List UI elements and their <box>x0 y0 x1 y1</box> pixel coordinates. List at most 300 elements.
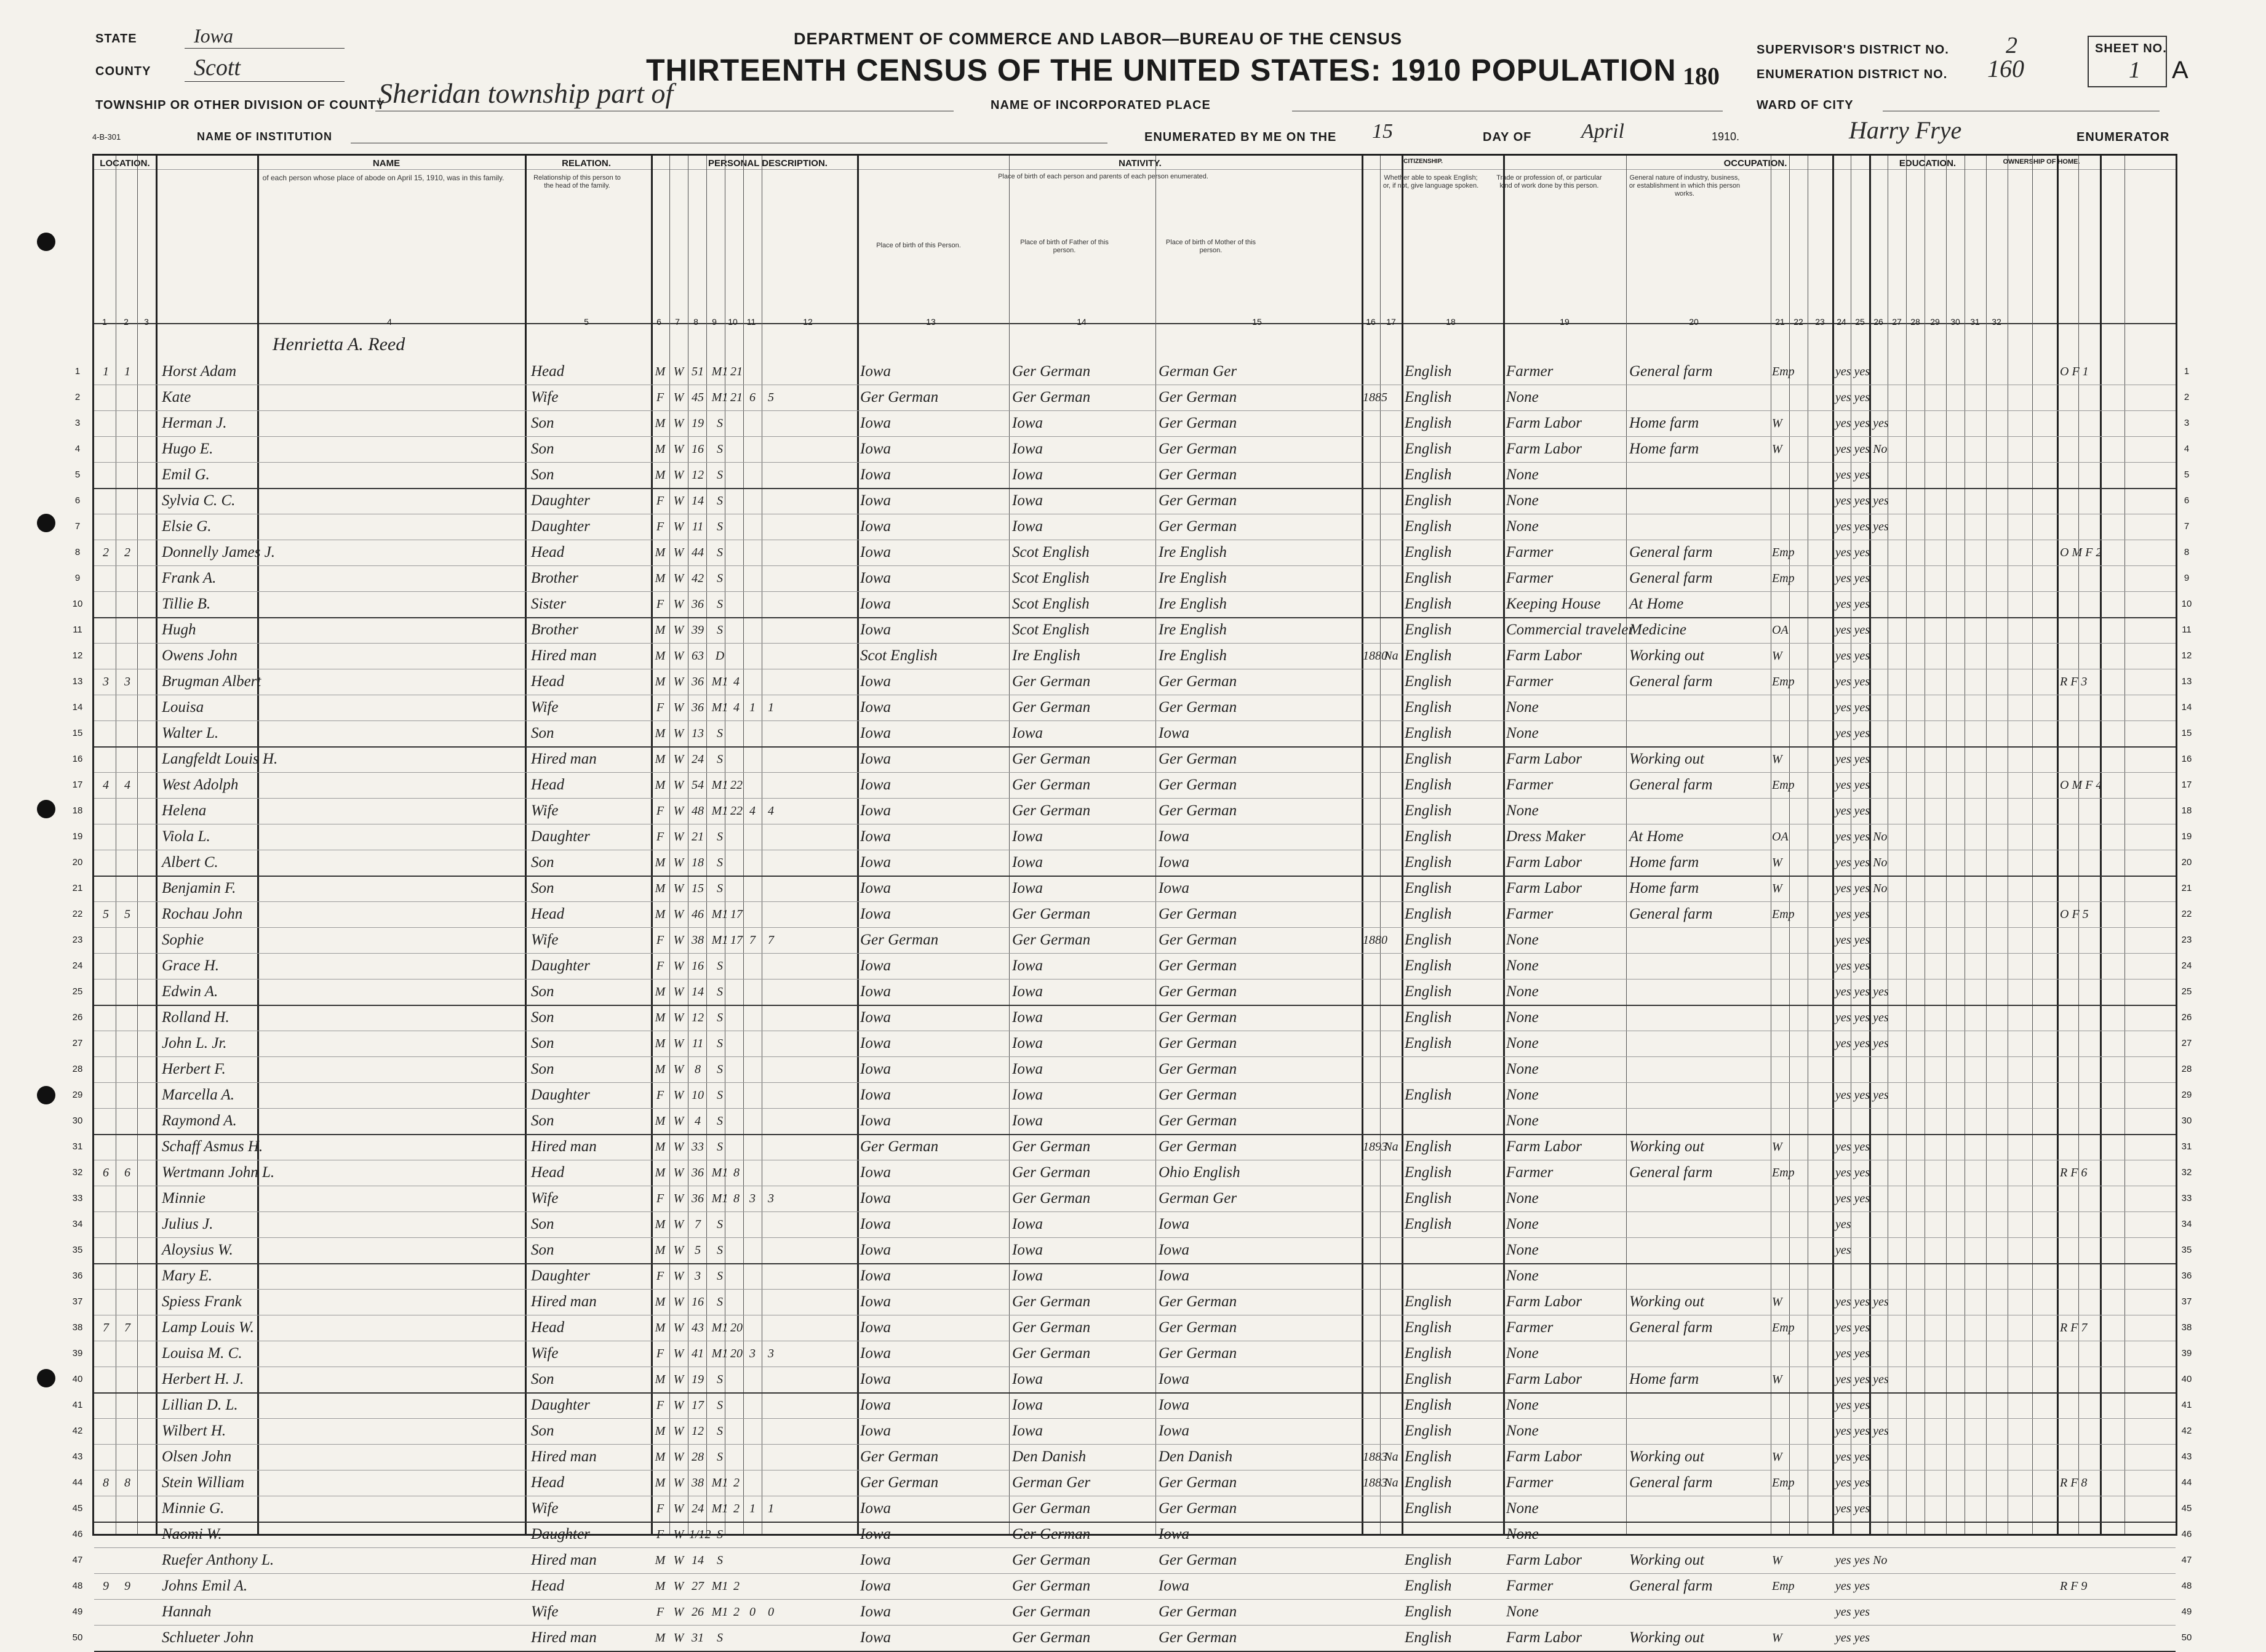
education: yes yes <box>1835 701 1870 714</box>
dwelling-number <box>97 981 114 1002</box>
family-number <box>119 1111 136 1131</box>
industry <box>1629 1188 1771 1209</box>
family-number <box>119 956 136 976</box>
birthplace-person: Iowa <box>860 1397 891 1413</box>
birthplace-person: Iowa <box>860 466 891 483</box>
birthplace-mother: Ger German <box>1159 1112 1237 1129</box>
line-number: 21 <box>72 883 83 893</box>
naturalization <box>1382 1059 1400 1080</box>
column-number: 6 <box>656 317 661 327</box>
birthplace-person: Iowa <box>860 1423 891 1439</box>
employment-class: W <box>1772 882 1782 895</box>
years-married <box>730 852 743 873</box>
column-divider <box>857 156 859 1534</box>
relation: Hired man <box>531 1629 597 1646</box>
occupation: None <box>1506 957 1539 974</box>
age: 27 <box>692 1579 704 1593</box>
relation: Head <box>531 1164 565 1181</box>
sex: M <box>655 856 666 869</box>
row-divider <box>94 1134 2176 1135</box>
marital-status: S <box>717 1528 723 1541</box>
birthplace-father: Iowa <box>1012 1267 1043 1284</box>
birthplace-person: Iowa <box>860 596 891 612</box>
children-born <box>744 542 760 563</box>
language: English <box>1405 802 1452 819</box>
immigration-year <box>1363 1576 1381 1597</box>
sex: M <box>655 1373 666 1386</box>
birthplace-father: Ger German <box>1012 363 1091 380</box>
line-number: 28 <box>72 1064 83 1074</box>
children-born <box>744 981 760 1002</box>
line-number: 11 <box>73 624 82 635</box>
age: 54 <box>692 778 704 792</box>
line-number: 11 <box>2182 624 2192 635</box>
education: yes yes yes <box>1835 985 1889 999</box>
person-name: Raymond A. <box>162 1112 237 1129</box>
line-number: 48 <box>2181 1581 2192 1591</box>
industry <box>1629 930 1771 951</box>
immigration-year <box>1363 1369 1381 1390</box>
birthplace-father: Iowa <box>1012 725 1043 741</box>
employment-class <box>1772 594 1809 615</box>
children-living <box>763 1266 779 1287</box>
children-born <box>744 645 760 666</box>
line-number: 44 <box>72 1477 83 1488</box>
birthplace-father: Iowa <box>1012 854 1043 871</box>
race: W <box>673 727 684 740</box>
race: W <box>673 1528 684 1541</box>
sex: M <box>655 1295 666 1309</box>
birthplace-father: Ger German <box>1012 1293 1091 1310</box>
children-born <box>744 1317 760 1338</box>
education: yes yes <box>1835 1605 1870 1619</box>
birthplace-person: Iowa <box>860 1242 891 1258</box>
language-label: Whether able to speak English; or, if not, give language spoken. <box>1382 174 1479 190</box>
race: W <box>673 442 684 456</box>
dwelling-number: 3 <box>103 675 109 688</box>
immigration-year <box>1363 1240 1381 1261</box>
children-living: 3 <box>768 1347 774 1360</box>
immigration-year: 1880 <box>1363 933 1387 947</box>
occupation: Farm Labor <box>1506 441 1582 457</box>
birthplace-mother: Ger German <box>1159 1319 1237 1336</box>
birthplace-mother: Iowa <box>1159 1371 1189 1387</box>
marital-status: S <box>717 1218 723 1231</box>
birthplace-father: Scot English <box>1012 596 1090 612</box>
language <box>1405 1266 1503 1287</box>
age: 13 <box>692 727 704 740</box>
relation: Wife <box>531 699 559 716</box>
relation: Daughter <box>531 1397 590 1413</box>
family-number <box>119 465 136 485</box>
industry: Home farm <box>1629 1371 1699 1387</box>
home-ownership: O M F 4 <box>2060 778 2102 792</box>
home-ownership <box>2060 387 2134 408</box>
person-name: Stein William <box>162 1474 245 1491</box>
naturalization <box>1382 1266 1400 1287</box>
relation: Head <box>531 776 565 793</box>
occupation: Farmer <box>1506 776 1554 793</box>
line-number: 13 <box>2181 676 2192 687</box>
immigration-year: 1883 <box>1363 1450 1387 1464</box>
dwelling-number <box>97 1627 114 1648</box>
enumerated-year: 1910. <box>1712 130 1740 143</box>
age: 16 <box>692 1295 704 1309</box>
employment-class: OA <box>1772 623 1789 637</box>
birthplace-mother: Iowa <box>1159 1242 1189 1258</box>
language: English <box>1405 1500 1452 1517</box>
birthplace-person: Iowa <box>860 1293 891 1310</box>
industry: General farm <box>1629 1164 1713 1181</box>
row-divider <box>94 876 2176 877</box>
education: yes yes <box>1835 1321 1870 1335</box>
age: 16 <box>692 959 704 973</box>
race: W <box>673 778 684 792</box>
home-ownership <box>2060 1291 2134 1312</box>
binder-hole <box>37 800 55 818</box>
employment-class: W <box>1772 649 1782 663</box>
column-divider <box>1402 156 1403 1534</box>
race: W <box>673 1321 684 1335</box>
industry: Working out <box>1629 1293 1704 1310</box>
birthplace-mother: Ire English <box>1159 621 1227 638</box>
home-ownership <box>2060 800 2134 821</box>
home-ownership <box>2060 594 2134 615</box>
occupation: None <box>1506 389 1539 405</box>
naturalization <box>1382 1188 1400 1209</box>
language: English <box>1405 596 1452 612</box>
dwelling-number <box>97 956 114 976</box>
children-living <box>763 465 779 485</box>
person-name: Tillie B. <box>162 596 211 612</box>
sex: F <box>656 933 664 947</box>
education: yes yes <box>1835 649 1870 663</box>
education <box>1835 1266 1903 1287</box>
immigration-year: 1883 <box>1363 1476 1387 1490</box>
column-number: 28 <box>1910 317 1920 327</box>
person-name: Brugman Albert <box>162 673 261 690</box>
age: 36 <box>692 1192 704 1205</box>
state-underline <box>185 48 345 49</box>
sex: M <box>655 1579 666 1593</box>
marital-status: S <box>717 494 723 508</box>
children-born <box>744 1550 760 1571</box>
race: W <box>673 1140 684 1154</box>
children-born: 3 <box>749 1192 756 1205</box>
race: W <box>673 985 684 999</box>
line-number: 6 <box>2184 495 2190 506</box>
years-married <box>730 413 743 434</box>
age: 36 <box>692 675 704 688</box>
immigration-year <box>1363 1524 1381 1545</box>
home-ownership <box>2060 413 2134 434</box>
row-divider <box>94 436 2176 437</box>
birthplace-father: Ger German <box>1012 1629 1091 1646</box>
children-living <box>763 1291 779 1312</box>
marital-status: M1 <box>711 1192 728 1205</box>
children-living <box>763 1162 779 1183</box>
occupation: Farm Labor <box>1506 854 1582 871</box>
years-married <box>730 490 743 511</box>
language: English <box>1405 1087 1452 1103</box>
family-number: 7 <box>124 1321 130 1335</box>
birthplace-father: Scot English <box>1012 570 1090 586</box>
children-living: 1 <box>768 701 774 714</box>
education: yes yes <box>1835 1166 1870 1179</box>
relation: Son <box>531 725 554 741</box>
home-ownership <box>2060 930 2134 951</box>
relation: Daughter <box>531 1526 590 1542</box>
name-description: of each person whose place of abode on April 15, 1910, was in this family. <box>262 174 505 182</box>
industry <box>1629 697 1771 718</box>
birthplace-mother: Ger German <box>1159 441 1237 457</box>
children-born: 3 <box>749 1347 756 1360</box>
marital-status: S <box>717 1114 723 1128</box>
enumerated-label: ENUMERATED BY ME ON THE <box>1144 130 1337 144</box>
column-number: 13 <box>926 317 936 327</box>
naturalization <box>1382 904 1400 925</box>
line-number: 26 <box>2181 1012 2192 1023</box>
family-number <box>119 1240 136 1261</box>
marital-status: S <box>717 1399 723 1412</box>
birthplace-person: Iowa <box>860 621 891 638</box>
relation: Hired man <box>531 751 597 767</box>
occupation: Farmer <box>1506 1474 1554 1491</box>
age: 16 <box>692 442 704 456</box>
years-married: 20 <box>730 1321 743 1335</box>
binder-hole <box>37 233 55 251</box>
naturalization <box>1382 1111 1400 1131</box>
line-number: 14 <box>2181 702 2192 712</box>
immigration-year <box>1363 1291 1381 1312</box>
sheet-letter: A <box>2172 57 2188 84</box>
person-name: Minnie <box>162 1190 205 1207</box>
sex: F <box>656 520 664 533</box>
column-number: 22 <box>1793 317 1803 327</box>
age: 14 <box>692 1554 704 1567</box>
dwelling-number <box>97 645 114 666</box>
occupation: None <box>1506 466 1539 483</box>
occupation: None <box>1506 1035 1539 1051</box>
marital-status: S <box>717 1295 723 1309</box>
immigration-year <box>1363 671 1381 692</box>
line-number: 48 <box>72 1581 83 1591</box>
line-number: 47 <box>2181 1555 2192 1565</box>
sex: F <box>656 494 664 508</box>
line-number: 2 <box>2184 392 2190 402</box>
birthplace-father: Ger German <box>1012 1500 1091 1517</box>
birthplace-mother: Iowa <box>1159 828 1189 845</box>
industry <box>1629 723 1771 744</box>
family-number <box>119 930 136 951</box>
naturalization: Na <box>1384 1140 1398 1154</box>
sex: M <box>655 572 666 585</box>
relation: Daughter <box>531 957 590 974</box>
children-living: 3 <box>768 1192 774 1205</box>
occupation: Dress Maker <box>1506 828 1586 845</box>
naturalization <box>1382 826 1400 847</box>
relation: Son <box>531 1112 554 1129</box>
family-number <box>119 852 136 873</box>
birthplace-mother: Ire English <box>1159 596 1227 612</box>
marital-status: S <box>717 830 723 844</box>
family-number: 2 <box>124 546 130 559</box>
home-ownership <box>2060 1421 2134 1442</box>
sheet-number-label: SHEET NO. <box>2095 42 2167 55</box>
dwelling-number <box>97 1214 114 1235</box>
children-born <box>744 490 760 511</box>
sex: M <box>655 1321 666 1335</box>
employment-class <box>1772 1240 1809 1261</box>
immigration-year <box>1363 1343 1381 1364</box>
birthplace-person: Iowa <box>860 1371 891 1387</box>
occupation: Farm Labor <box>1506 415 1582 431</box>
line-number: 31 <box>72 1141 83 1152</box>
birthplace-father: Ger German <box>1012 906 1091 922</box>
column-number: 26 <box>1873 317 1883 327</box>
age: 26 <box>692 1605 704 1619</box>
family-number <box>119 1498 136 1519</box>
row-divider <box>94 1599 2176 1600</box>
line-number: 13 <box>72 676 83 687</box>
children-born <box>744 1007 760 1028</box>
employment-class: W <box>1772 752 1782 766</box>
education: yes yes yes <box>1835 1295 1889 1309</box>
column-divider <box>525 156 527 1534</box>
sex: M <box>655 1554 666 1567</box>
trade-label: Trade or profession of, or particular kind of work done by this person. <box>1496 174 1602 190</box>
race: W <box>673 752 684 766</box>
industry <box>1629 1602 1771 1622</box>
education: yes yes No <box>1835 1554 1888 1567</box>
naturalization <box>1382 1214 1400 1235</box>
person-name: Spiess Frank <box>162 1293 242 1310</box>
family-number <box>119 1085 136 1106</box>
birthplace-person: Iowa <box>860 518 891 535</box>
years-married <box>730 749 743 770</box>
sex: F <box>656 701 664 714</box>
dwelling-number <box>97 697 114 718</box>
family-number <box>119 413 136 434</box>
education: yes yes <box>1835 933 1870 947</box>
relation: Son <box>531 1035 554 1051</box>
children-born <box>744 1369 760 1390</box>
binder-hole <box>37 1086 55 1104</box>
children-born <box>744 878 760 899</box>
children-living <box>763 1395 779 1416</box>
education: yes yes <box>1835 1347 1870 1360</box>
race: W <box>673 365 684 378</box>
line-number: 39 <box>72 1348 83 1359</box>
birthplace-father: Iowa <box>1012 1216 1043 1232</box>
birthplace-mother: German Ger <box>1159 1190 1237 1207</box>
line-number: 15 <box>2181 728 2192 738</box>
birthplace-person: Iowa <box>860 1267 891 1284</box>
line-number: 40 <box>72 1374 83 1384</box>
children-living <box>763 1033 779 1054</box>
person-name: Edwin A. <box>162 983 218 1000</box>
naturalization <box>1382 439 1400 460</box>
line-number: 1 <box>74 366 81 377</box>
years-married: 2 <box>733 1579 740 1593</box>
dwelling-number <box>97 439 114 460</box>
immigration-year <box>1363 568 1381 589</box>
relation: Wife <box>531 802 559 819</box>
column-divider <box>669 156 670 1534</box>
birthplace-father: Ger German <box>1012 1164 1091 1181</box>
occupation: None <box>1506 1112 1539 1129</box>
day-of-label: DAY OF <box>1483 130 1532 144</box>
industry <box>1629 981 1771 1002</box>
employment-class: Emp <box>1772 1321 1795 1335</box>
children-born <box>744 1059 760 1080</box>
line-number: 5 <box>74 469 81 480</box>
naturalization <box>1382 852 1400 873</box>
dwelling-number <box>97 1136 114 1157</box>
immigration-year <box>1363 1214 1381 1235</box>
marital-status: M1 <box>711 804 728 818</box>
occupation: None <box>1506 1087 1539 1103</box>
relation: Head <box>531 673 565 690</box>
children-living <box>763 749 779 770</box>
occupation: Farmer <box>1506 544 1554 561</box>
line-number: 30 <box>2181 1115 2192 1126</box>
line-number: 5 <box>2184 469 2190 480</box>
race: W <box>673 908 684 921</box>
birthplace-father: Iowa <box>1012 1371 1043 1387</box>
person-name: Rochau John <box>162 906 243 922</box>
naturalization <box>1382 465 1400 485</box>
person-name: Minnie G. <box>162 1500 225 1517</box>
children-born <box>744 1085 760 1106</box>
county-label: COUNTY <box>95 65 151 78</box>
birthplace-person: Iowa <box>860 570 891 586</box>
race: W <box>673 1088 684 1102</box>
sex: F <box>656 830 664 844</box>
naturalization: Na <box>1384 1476 1398 1490</box>
family-number: 4 <box>124 778 130 792</box>
children-born <box>744 361 760 382</box>
sex: M <box>655 675 666 688</box>
marital-status: S <box>717 623 723 637</box>
employment-class <box>1772 1498 1809 1519</box>
birthplace-father: Iowa <box>1012 1035 1043 1051</box>
row-divider <box>94 1056 2176 1057</box>
race: W <box>673 1476 684 1490</box>
line-number: 2 <box>74 392 81 402</box>
family-number <box>119 1446 136 1467</box>
employment-class: W <box>1772 856 1782 869</box>
relation: Sister <box>531 596 566 612</box>
family-number: 1 <box>124 365 130 378</box>
industry-label: General nature of industry, business, or establishment in which this person works. <box>1629 174 1741 198</box>
line-number: 3 <box>74 418 81 428</box>
family-number <box>119 1291 136 1312</box>
education: yes yes <box>1835 727 1870 740</box>
census-table <box>72 154 2192 1646</box>
naturalization <box>1382 1576 1400 1597</box>
education: yes yes yes <box>1835 520 1889 533</box>
naturalization <box>1382 930 1400 951</box>
relation: Hired man <box>531 1138 597 1155</box>
education: yes yes <box>1835 1399 1870 1412</box>
person-name: Sylvia C. C. <box>162 492 236 509</box>
row-divider <box>94 901 2176 902</box>
language: English <box>1405 932 1452 948</box>
dwelling-number <box>97 1111 114 1131</box>
industry <box>1629 1421 1771 1442</box>
family-number <box>119 1059 136 1080</box>
